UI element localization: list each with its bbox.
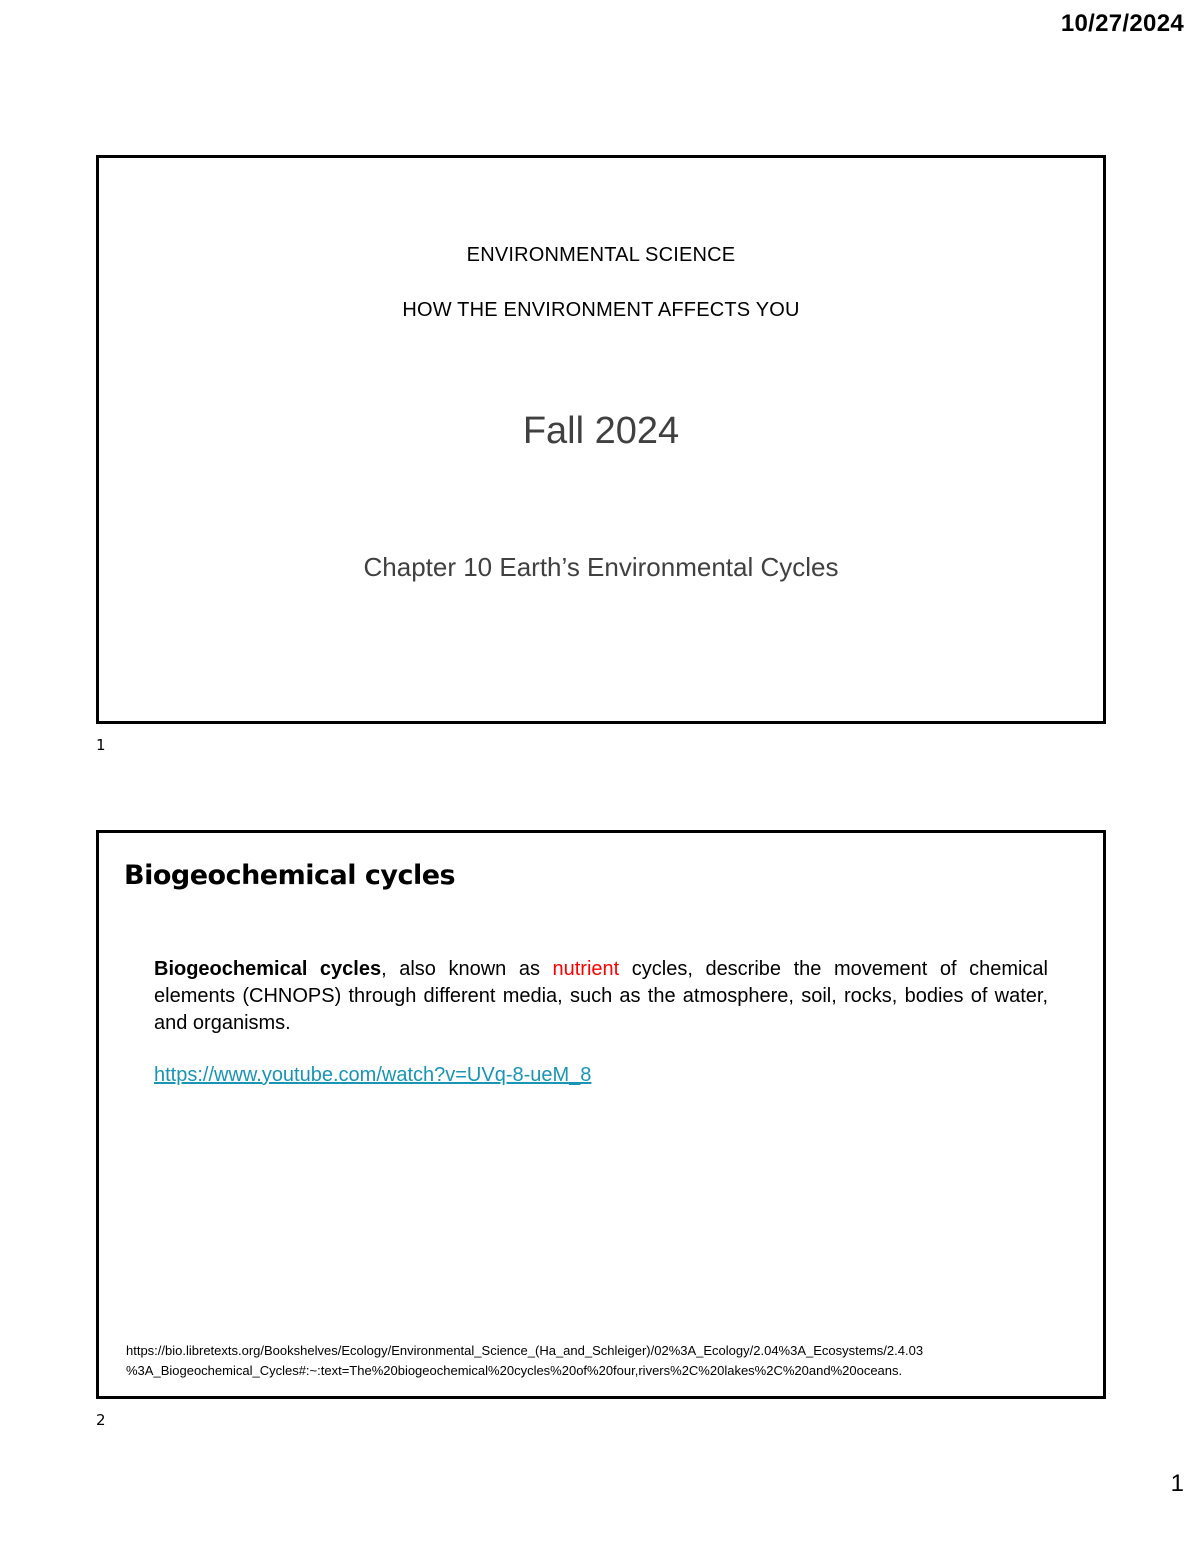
slide-1 — [96, 155, 1106, 724]
body-text-part-1: , also known as — [381, 958, 553, 980]
slide-title: Biogeochemical cycles — [124, 860, 456, 891]
highlighted-term: nutrient — [552, 958, 620, 980]
course-subtitle: HOW THE ENVIRONMENT AFFECTS YOU — [402, 299, 800, 321]
chapter-title: Chapter 10 Earth’s Environmental Cycles — [363, 552, 839, 582]
bold-term: Biogeochemical cycles — [154, 958, 382, 980]
course-title: ENVIRONMENTAL SCIENCE — [466, 244, 736, 266]
slide-2-number: 2 — [96, 1411, 106, 1429]
slide-1-number: 1 — [96, 736, 106, 754]
body-text-part-2: cycles, describe the movement of chemical elements (CHNOPS) through different media, such as the atmosphere, soil, rocks, bodies of water, and organisms. — [154, 958, 1049, 1034]
reference-citation — [126, 1341, 1086, 1381]
page-number: 1 — [1170, 1470, 1184, 1497]
term-label: Fall 2024 — [522, 410, 680, 452]
document-date: 10/27/2024 — [1060, 10, 1184, 37]
slide-body-text — [154, 956, 1048, 1037]
reference-line-1: https://bio.libretexts.org/Bookshelves/Ecology/Environmental_Science_(Ha_and_Schleiger)/02%3A_Ecology/2.04%3A_Ecosystems/2.4.03 — [126, 1343, 924, 1358]
reference-line-2: %3A_Biogeochemical_Cycles#:~:text=The%20biogeochemical%20cycles%20of%20four,rivers%2C%20lakes%2C%20and%20oceans. — [126, 1363, 903, 1378]
youtube-link[interactable]: https://www.youtube.com/watch?v=UVq-8-ueM_8 — [154, 1064, 592, 1086]
slide-2 — [96, 830, 1106, 1399]
